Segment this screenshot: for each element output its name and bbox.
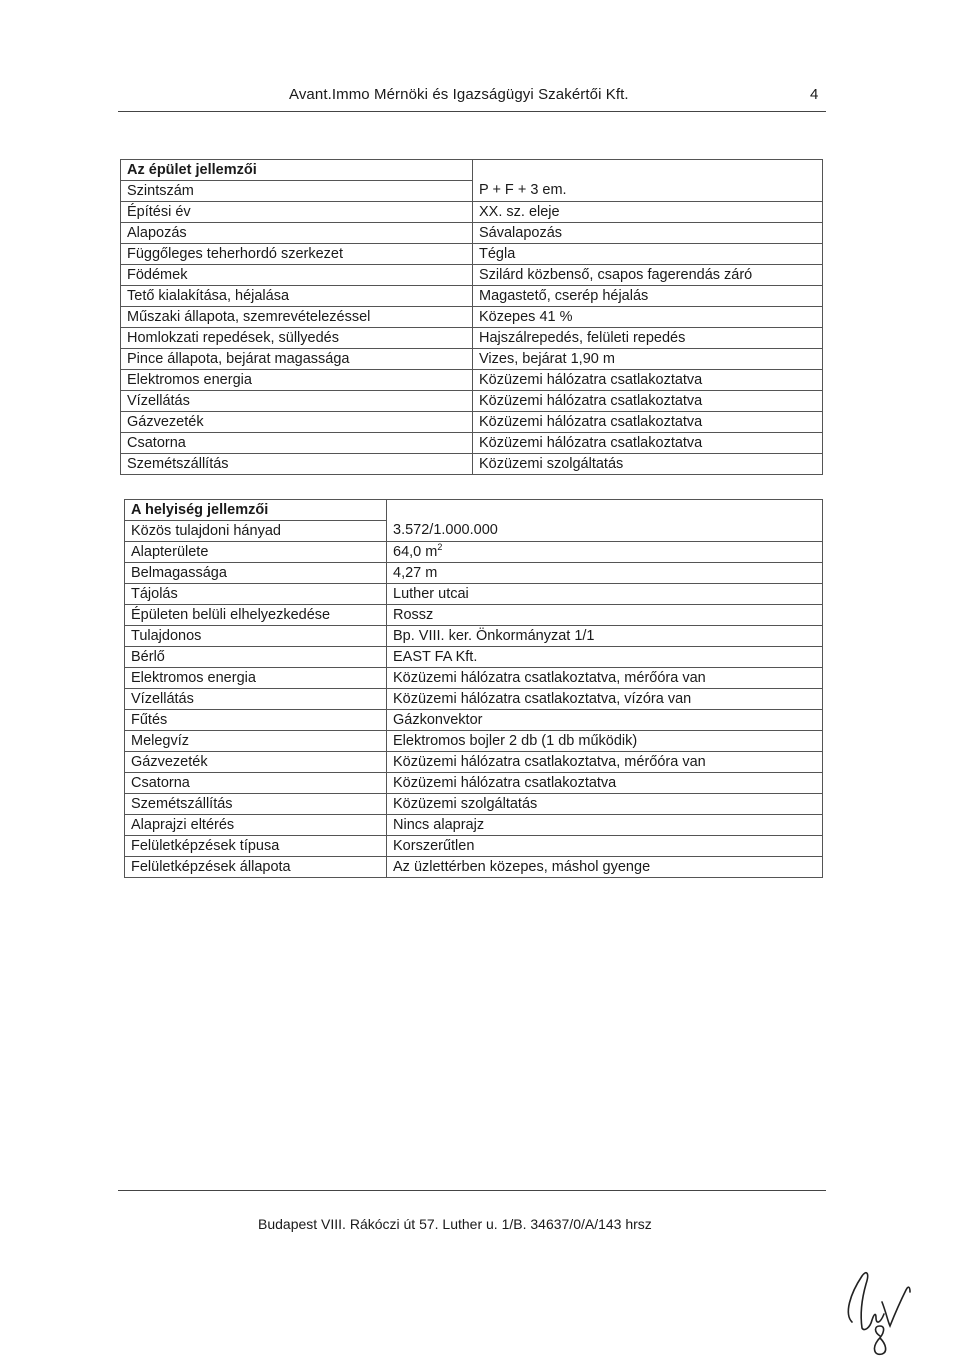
premises-row-label: Csatorna xyxy=(125,773,387,794)
premises-table-title: A helyiség jellemzői xyxy=(125,500,387,521)
premises-row-label: Tulajdonos xyxy=(125,626,387,647)
building-table-row xyxy=(121,454,823,475)
building-row-value: Vizes, bejárat 1,90 m xyxy=(473,349,823,370)
premises-row-value: 3.572/1.000.000 xyxy=(387,521,823,542)
premises-row-value: Gázkonvektor xyxy=(387,710,823,731)
building-row-value: P + F + 3 em. xyxy=(473,181,823,202)
premises-table-row xyxy=(125,605,823,626)
premises-row-label: Elektromos energia xyxy=(125,668,387,689)
building-table-row xyxy=(121,181,823,202)
premises-table-row xyxy=(125,647,823,668)
building-table-body xyxy=(121,160,823,475)
premises-row-value: Az üzlettérben közepes, máshol gyenge xyxy=(387,857,823,878)
premises-table-row xyxy=(125,584,823,605)
premises-row-value: Luther utcai xyxy=(387,584,823,605)
footer-address: Budapest VIII. Rákóczi út 57. Luther u. 1/B. 34637/0/A/143 hrsz xyxy=(258,1216,652,1232)
premises-table-body xyxy=(125,500,823,878)
building-row-value: Tégla xyxy=(473,244,823,265)
premises-row-value: 4,27 m xyxy=(387,563,823,584)
premises-table-row xyxy=(125,563,823,584)
building-row-value: Sávalapozás xyxy=(473,223,823,244)
premises-row-value: Közüzemi hálózatra csatlakoztatva, mérőóra van xyxy=(387,752,823,773)
building-row-label: Szemétszállítás xyxy=(121,454,473,475)
premises-row-value: Közüzemi hálózatra csatlakoztatva xyxy=(387,773,823,794)
building-row-label: Műszaki állapota, szemrevételezéssel xyxy=(121,307,473,328)
premises-table-row xyxy=(125,773,823,794)
premises-table-row xyxy=(125,836,823,857)
building-table-row xyxy=(121,349,823,370)
premises-row-label: Tájolás xyxy=(125,584,387,605)
building-table-row xyxy=(121,307,823,328)
building-row-label: Tető kialakítása, héjalása xyxy=(121,286,473,307)
premises-table-row xyxy=(125,815,823,836)
premises-row-value: Rossz xyxy=(387,605,823,626)
building-row-value: Hajszálrepedés, felületi repedés xyxy=(473,328,823,349)
premises-row-label: Felületképzések állapota xyxy=(125,857,387,878)
premises-table-row xyxy=(125,542,823,563)
building-row-label: Homlokzati repedések, süllyedés xyxy=(121,328,473,349)
premises-row-label: Alapterülete xyxy=(125,542,387,563)
building-table-title-row xyxy=(121,160,823,181)
building-table-title: Az épület jellemzői xyxy=(121,160,473,181)
premises-row-label: Alaprajzi eltérés xyxy=(125,815,387,836)
building-row-value: Szilárd közbenső, csapos fagerendás záró xyxy=(473,265,823,286)
building-row-value: Közüzemi hálózatra csatlakoztatva xyxy=(473,370,823,391)
building-row-value: Közepes 41 % xyxy=(473,307,823,328)
building-row-value: Közüzemi hálózatra csatlakoztatva xyxy=(473,433,823,454)
building-table-row xyxy=(121,391,823,412)
building-table-row xyxy=(121,286,823,307)
premises-table-row xyxy=(125,752,823,773)
building-table-row xyxy=(121,265,823,286)
area-value: 64,0 m xyxy=(393,543,438,560)
premises-table-row xyxy=(125,689,823,710)
premises-row-label: Szemétszállítás xyxy=(125,794,387,815)
premises-table-title-spacer xyxy=(387,500,823,521)
premises-row-value: Közüzemi hálózatra csatlakoztatva, mérőóra van xyxy=(387,668,823,689)
building-row-label: Építési év xyxy=(121,202,473,223)
building-row-value: Közüzemi szolgáltatás xyxy=(473,454,823,475)
building-row-label: Függőleges teherhordó szerkezet xyxy=(121,244,473,265)
premises-characteristics-table xyxy=(124,499,823,878)
premises-row-label: Gázvezeték xyxy=(125,752,387,773)
premises-row-value: EAST FA Kft. xyxy=(387,647,823,668)
building-table-row xyxy=(121,370,823,391)
premises-row-value: Korszerűtlen xyxy=(387,836,823,857)
premises-row-value xyxy=(387,542,823,563)
building-row-value: Magastető, cserép héjalás xyxy=(473,286,823,307)
premises-table-row xyxy=(125,668,823,689)
premises-row-label: Közös tulajdoni hányad xyxy=(125,521,387,542)
building-table-row xyxy=(121,223,823,244)
building-row-label: Vízellátás xyxy=(121,391,473,412)
premises-table-row xyxy=(125,731,823,752)
building-table-row xyxy=(121,244,823,265)
premises-table-row xyxy=(125,710,823,731)
premises-row-label: Fűtés xyxy=(125,710,387,731)
building-row-label: Szintszám xyxy=(121,181,473,202)
premises-table-row xyxy=(125,521,823,542)
building-row-value: Közüzemi hálózatra csatlakoztatva xyxy=(473,391,823,412)
building-characteristics-table xyxy=(120,159,823,475)
premises-table-row xyxy=(125,626,823,647)
premises-row-value: Nincs alaprajz xyxy=(387,815,823,836)
premises-table-row xyxy=(125,794,823,815)
premises-row-value: Közüzemi szolgáltatás xyxy=(387,794,823,815)
premises-row-value: Elektromos bojler 2 db (1 db működik) xyxy=(387,731,823,752)
premises-row-label: Épületen belüli elhelyezkedése xyxy=(125,605,387,626)
premises-row-label: Melegvíz xyxy=(125,731,387,752)
premises-table-title-row xyxy=(125,500,823,521)
area-exponent: 2 xyxy=(437,541,443,552)
premises-row-label: Bérlő xyxy=(125,647,387,668)
building-row-label: Gázvezeték xyxy=(121,412,473,433)
building-table-row xyxy=(121,202,823,223)
building-table-title-spacer xyxy=(473,160,823,181)
footer-rule xyxy=(118,1190,826,1191)
page-number: 4 xyxy=(810,86,819,103)
premises-table-row xyxy=(125,857,823,878)
premises-row-label: Felületképzések típusa xyxy=(125,836,387,857)
handwritten-signature-icon xyxy=(840,1262,920,1358)
premises-row-value: Bp. VIII. ker. Önkormányzat 1/1 xyxy=(387,626,823,647)
building-row-label: Elektromos energia xyxy=(121,370,473,391)
building-row-value: XX. sz. eleje xyxy=(473,202,823,223)
building-row-label: Alapozás xyxy=(121,223,473,244)
building-table-row xyxy=(121,412,823,433)
building-row-value: Közüzemi hálózatra csatlakoztatva xyxy=(473,412,823,433)
building-table-row xyxy=(121,328,823,349)
premises-row-label: Belmagassága xyxy=(125,563,387,584)
building-row-label: Pince állapota, bejárat magassága xyxy=(121,349,473,370)
premises-row-value: Közüzemi hálózatra csatlakoztatva, vízóra van xyxy=(387,689,823,710)
building-row-label: Födémek xyxy=(121,265,473,286)
building-row-label: Csatorna xyxy=(121,433,473,454)
header-rule xyxy=(118,111,826,112)
premises-row-label: Vízellátás xyxy=(125,689,387,710)
building-table-row xyxy=(121,433,823,454)
header-company: Avant.Immo Mérnöki és Igazságügyi Szakértői Kft. xyxy=(289,86,629,103)
